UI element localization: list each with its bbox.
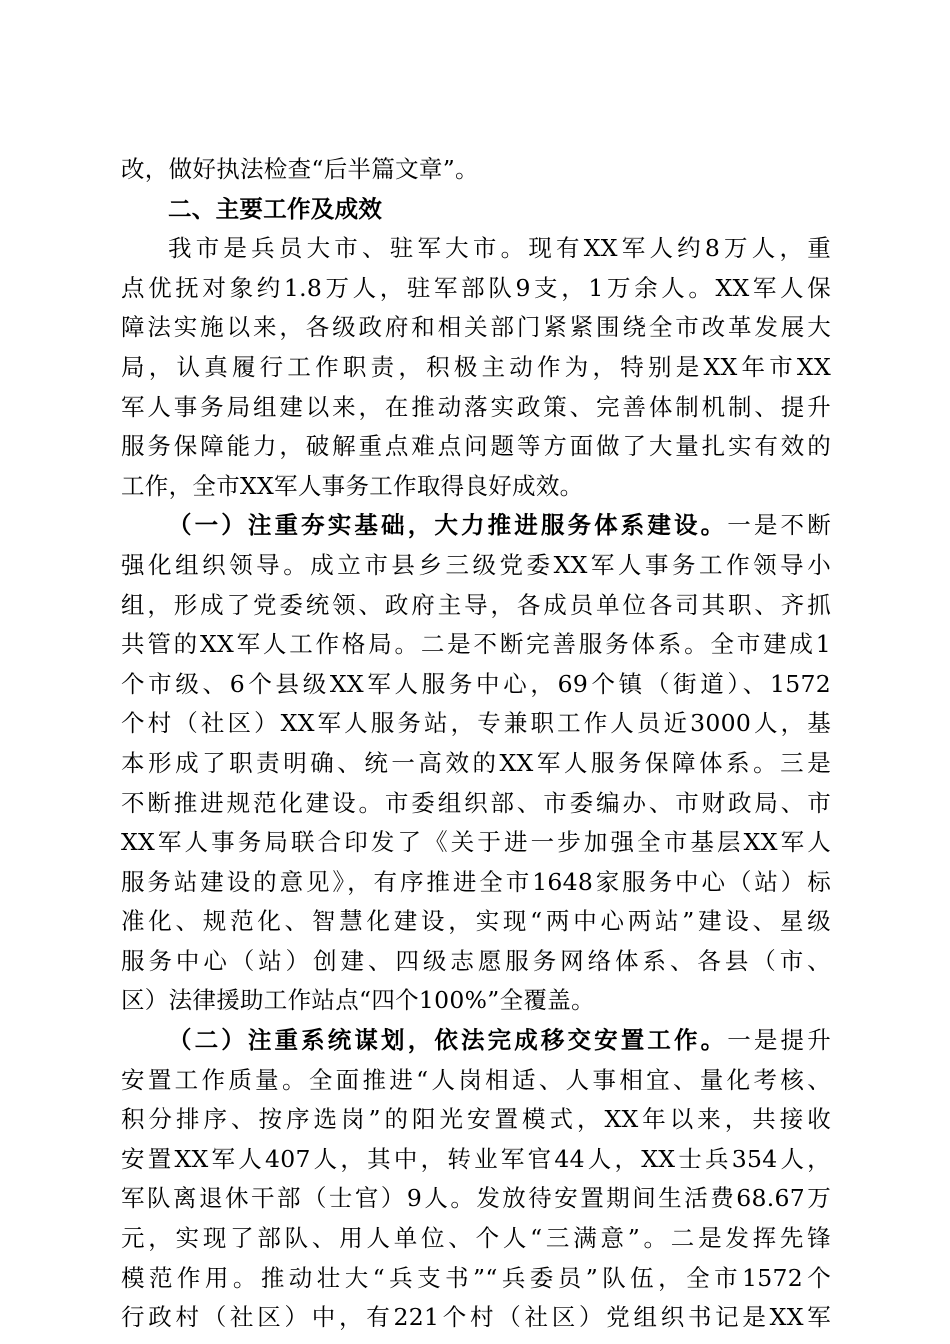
paragraph-line: 服务站建设的意见》，有序推进全市1648家服务中心（站）标	[121, 867, 831, 896]
paragraph-line: 积分排序、按序选岗”的阳光安置模式，XX年以来，共接收	[121, 1105, 831, 1134]
paragraph-line: 障法实施以来，各级政府和相关部门紧紧围绕全市改革发展大	[121, 313, 831, 342]
paragraph-line: 组，形成了党委统领、政府主导，各成员单位各司其职、齐抓	[121, 590, 831, 619]
paragraph-line: 工作，全市XX军人事务工作取得良好成效。	[121, 471, 584, 500]
paragraph-line	[121, 1021, 831, 1061]
paragraph-line: 本形成了职责明确、统一高效的XX军人服务保障体系。三是	[121, 748, 831, 777]
document-body	[121, 150, 831, 1338]
paragraph-line: 元，实现了部队、用人单位、个人“三满意”。二是发挥先锋	[121, 1224, 831, 1253]
paragraph-text: 一是不断	[727, 511, 831, 540]
paragraph-line: 共管的XX军人工作格局。二是不断完善服务体系。全市建成1	[121, 630, 831, 659]
paragraph-line: 强化组织领导。成立市县乡三级党委XX军人事务工作领导小	[121, 550, 831, 579]
paragraph-line: 行政村（社区）中，有221个村（社区）党组织书记是XX军	[121, 1303, 831, 1332]
paragraph-line: XX军人事务局联合印发了《关于进一步加强全市基层XX军人	[121, 828, 831, 857]
paragraph-text: 一是提升	[727, 1026, 831, 1055]
paragraph-line	[121, 506, 831, 546]
paragraph-line: 服务中心（站）创建、四级志愿服务网络体系、各县（市、	[121, 946, 831, 975]
paragraph-line: 局，认真履行工作职责，积极主动作为，特别是XX年市XX	[121, 352, 831, 381]
paragraph-line: 安置XX军人407人，其中，转业军官44人，XX士兵354人，	[121, 1144, 831, 1173]
paragraph-line: 准化、规范化、智慧化建设，实现“两中心两站”建设、星级	[121, 907, 831, 936]
paragraph-line: 我市是兵员大市、驻军大市。现有XX军人约8万人，重	[168, 234, 831, 263]
paragraph-line: 点优抚对象约1.8万人，驻军部队9支，1万余人。XX军人保	[121, 273, 831, 302]
section-heading: 二、主要工作及成效	[168, 194, 383, 223]
paragraph-line: 安置工作质量。全面推进“人岗相适、人事相宜、量化考核、	[121, 1065, 831, 1094]
paragraph-line: 不断推进规范化建设。市委组织部、市委编办、市财政局、市	[121, 788, 831, 817]
paragraph-line: 区）法律援助工作站点“四个100%”全覆盖。	[121, 986, 595, 1015]
paragraph-line: 军队离退休干部（士官）9人。发放待安置期间生活费68.67万	[121, 1184, 831, 1213]
paragraph-line: 个村（社区）XX军人服务站，专兼职工作人员近3000人，基	[121, 709, 831, 738]
subsection-heading: （二）注重系统谋划，依法完成移交安置工作。	[168, 1026, 728, 1055]
paragraph-line: 模范作用。推动壮大“兵支书”“兵委员”队伍，全市1572个	[121, 1263, 831, 1292]
paragraph-line: 改，做好执法检查“后半篇文章”。	[121, 155, 479, 183]
paragraph-line: 服务保障能力，破解重点难点问题等方面做了大量扎实有效的	[121, 432, 831, 461]
subsection-heading: （一）注重夯实基础，大力推进服务体系建设。	[168, 511, 728, 540]
paragraph-line: 个市级、6个县级XX军人服务中心，69个镇（街道）、1572	[121, 669, 831, 698]
paragraph-line: 军人事务局组建以来，在推动落实政策、完善体制机制、提升	[121, 392, 831, 421]
